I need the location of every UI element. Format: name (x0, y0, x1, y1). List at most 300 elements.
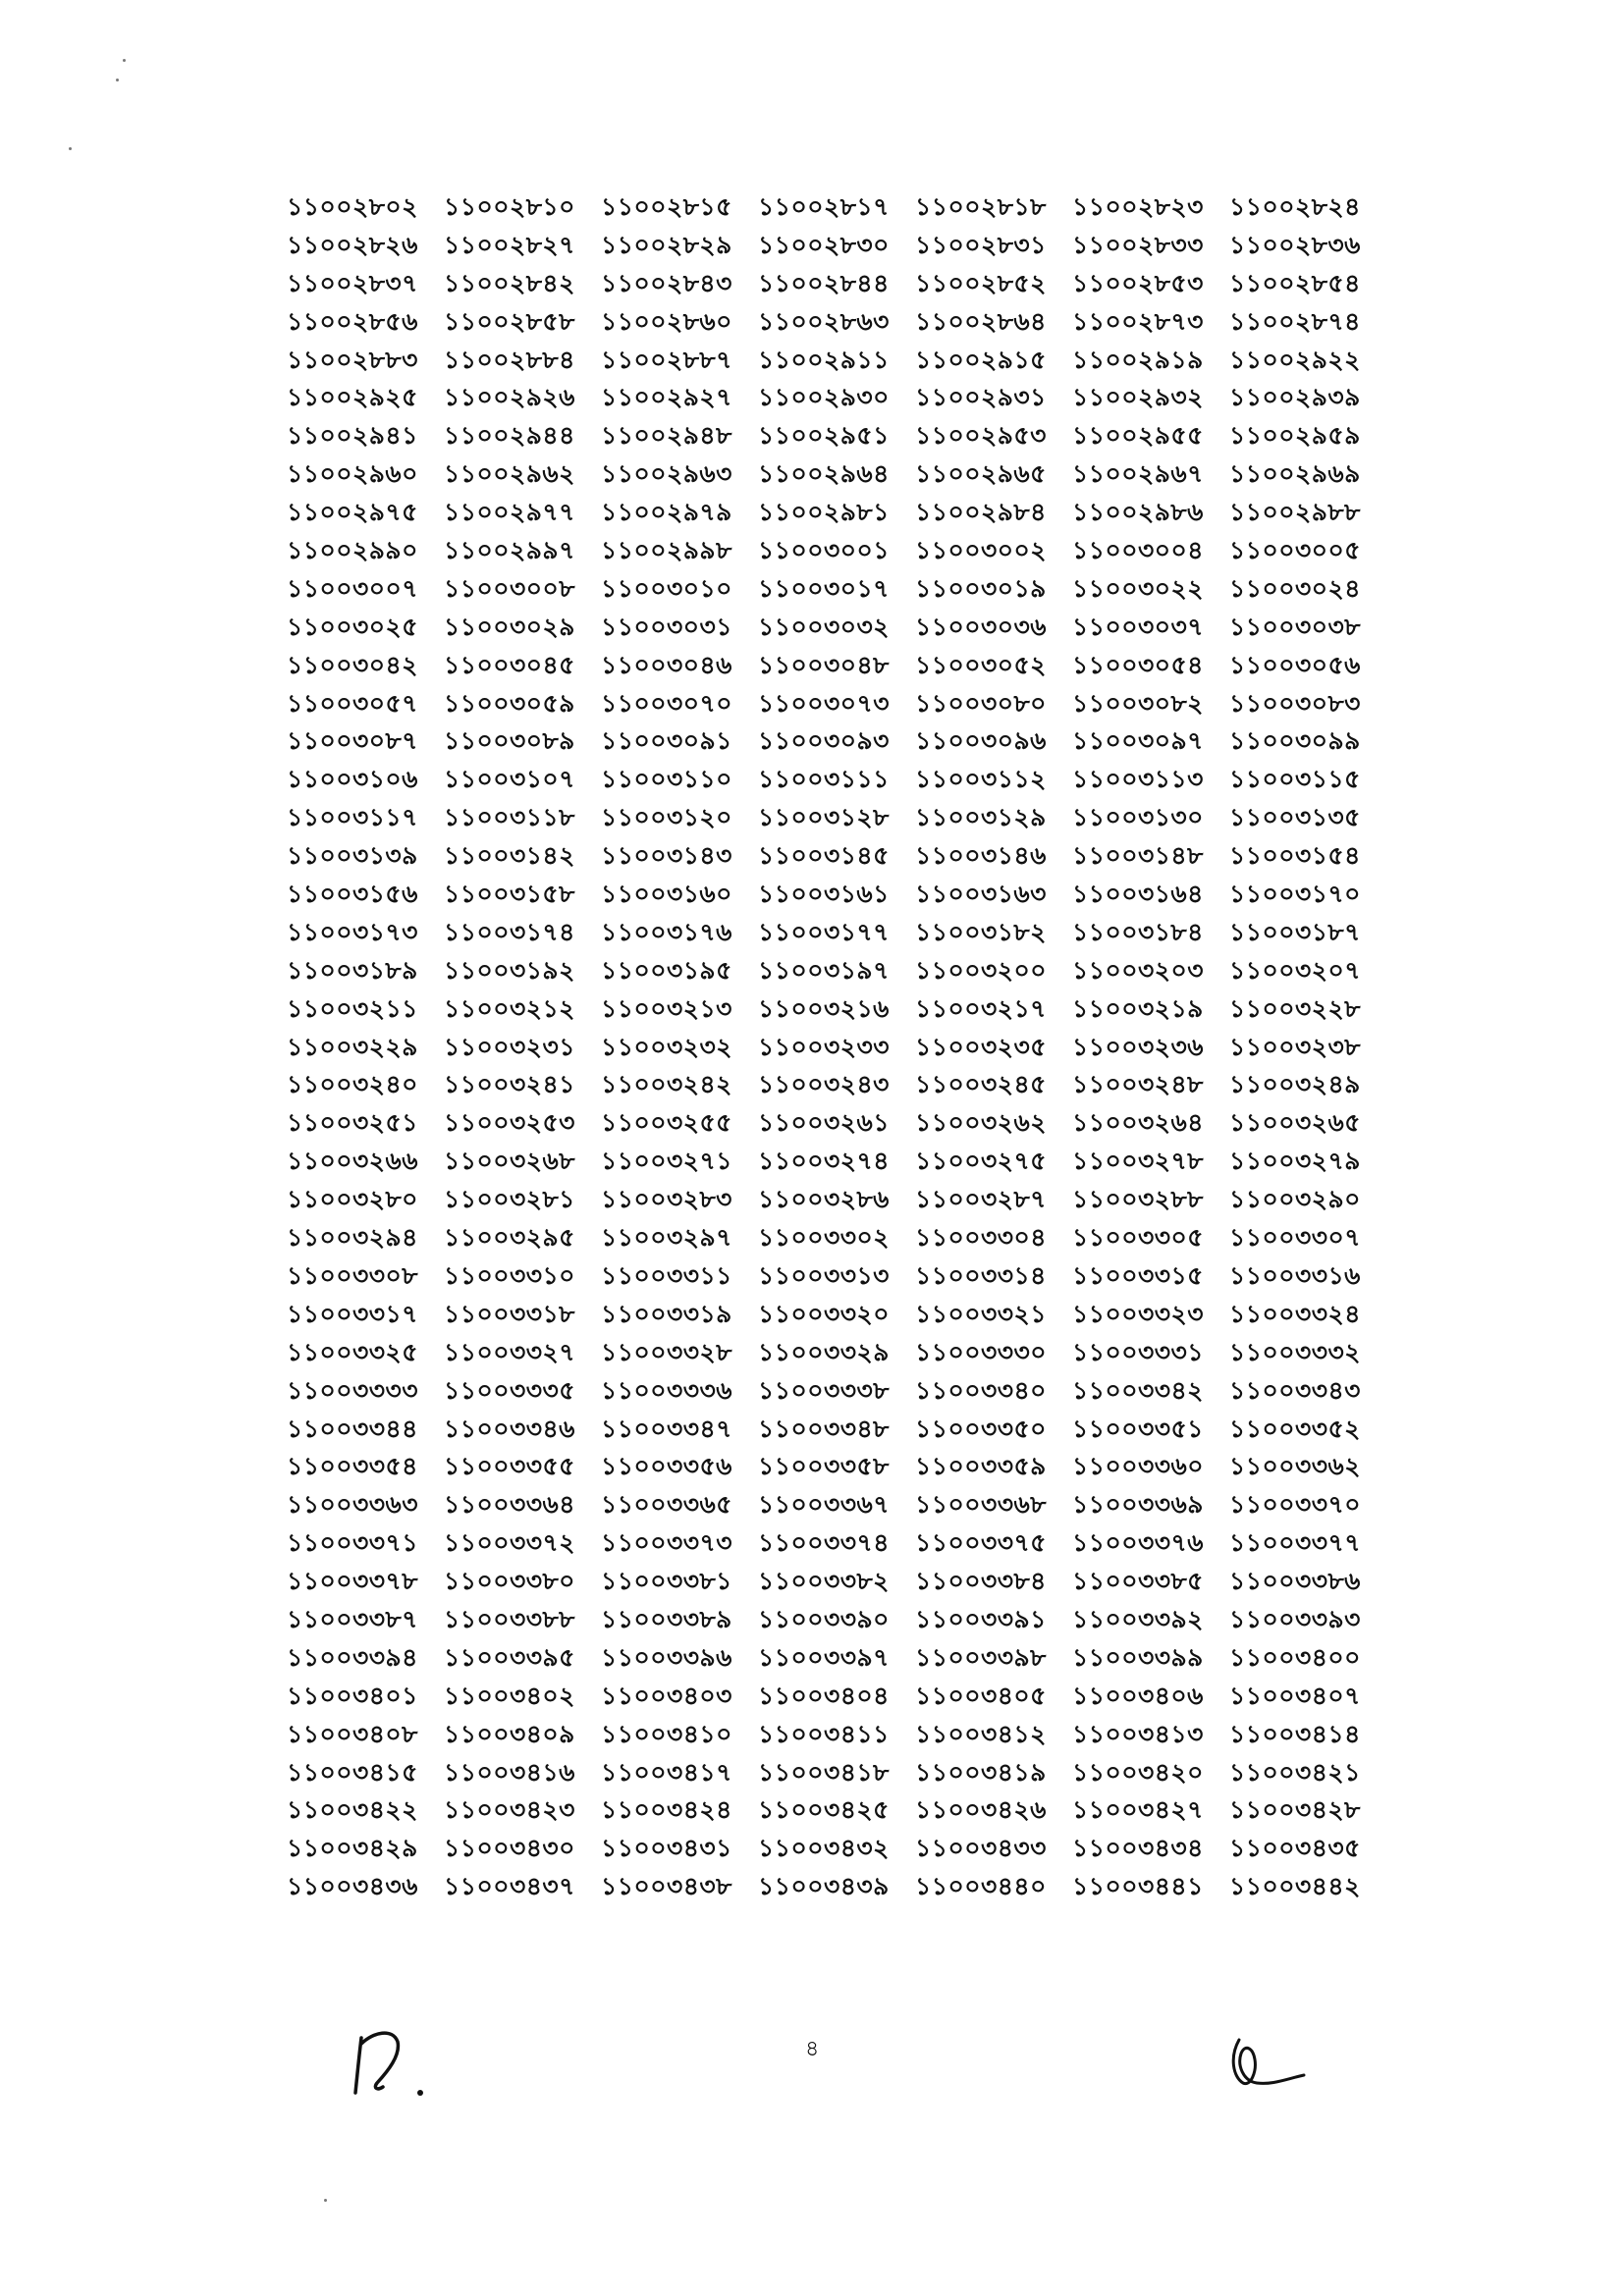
roll-number: ১১০০৩৪২০ (1072, 1757, 1204, 1787)
roll-number: ১১০০২৯৭৫ (287, 498, 418, 527)
signature-right (1227, 2032, 1316, 2110)
roll-number: ১১০০৩১০৭ (444, 765, 575, 794)
roll-number: ১১০০৩২৭৯ (1229, 1147, 1361, 1176)
roll-number: ১১০০৩১৬৪ (1072, 880, 1204, 909)
roll-number: ১১০০৩২৬৫ (1229, 1108, 1361, 1138)
roll-number: ১১০০২৮২৬ (287, 230, 418, 259)
roll-number: ১১০০৩৪৩০ (444, 1834, 575, 1863)
roll-number: ১১০০৩২৬৪ (1072, 1108, 1204, 1138)
roll-number: ১১০০৩১৩০ (1072, 803, 1204, 832)
roll-number: ১১০০৩৩১১ (601, 1260, 732, 1290)
roll-number: ১১০০৩০৮৭ (287, 726, 418, 756)
roll-number: ১১০০৩১১৮ (444, 803, 575, 832)
scan-speck (324, 2199, 327, 2202)
roll-number: ১১০০৩০০৫ (1229, 536, 1361, 565)
roll-number: ১১০০৩০৪৫ (444, 650, 575, 679)
roll-number: ১১০০৩৩৮২ (758, 1567, 890, 1596)
roll-number: ১১০০৩৩৬৩ (287, 1490, 418, 1520)
roll-number: ১১০০৩০০১ (758, 536, 890, 565)
roll-number: ১১০০৩৪১১ (758, 1719, 890, 1748)
roll-number: ১১০০৩৪১৪ (1229, 1719, 1361, 1748)
roll-number: ১১০০৩৩৫৫ (444, 1452, 575, 1481)
roll-number: ১১০০৩৩৫৪ (287, 1452, 418, 1481)
roll-number: ১১০০৩২৫৩ (444, 1108, 575, 1138)
roll-number: ১১০০৩৩৭৮ (287, 1567, 418, 1596)
roll-number: ১১০০৩৩৪৬ (444, 1414, 575, 1443)
roll-number: ১১০০৩০৯১ (601, 726, 732, 756)
roll-number: ১১০০৩০৩৬ (915, 612, 1047, 641)
roll-number: ১১০০৩২৪২ (601, 1070, 732, 1099)
roll-number: ১১০০৩৩২৪ (1229, 1299, 1361, 1328)
roll-number: ১১০০৩১৯৭ (758, 955, 890, 985)
roll-number: ১১০০৩২১৯ (1072, 993, 1204, 1023)
roll-number: ১১০০৩৪১৯ (915, 1757, 1047, 1787)
roll-number: ১১০০৩৪১৬ (444, 1757, 575, 1787)
roll-number: ১১০০৩৩৪২ (1072, 1375, 1204, 1405)
roll-number: ১১০০২৯৭৭ (444, 498, 575, 527)
roll-number: ১১০০৩২৩৫ (915, 1032, 1047, 1061)
roll-number: ১১০০৩৪২২ (287, 1795, 418, 1825)
roll-number: ১১০০২৮৩১ (915, 230, 1047, 259)
roll-number: ১১০০৩৩৩৮ (758, 1375, 890, 1405)
roll-number: ১১০০২৯৮৮ (1229, 498, 1361, 527)
roll-number: ১১০০৩৪০৩ (601, 1681, 732, 1710)
roll-number: ১১০০৩৩৭৪ (758, 1528, 890, 1558)
roll-number: ১১০০৩২১৬ (758, 993, 890, 1023)
roll-number: ১১০০৩৩৬৮ (915, 1490, 1047, 1520)
roll-number: ১১০০৩২১২ (444, 993, 575, 1023)
roll-number: ১১০০৩৪২৮ (1229, 1795, 1361, 1825)
roll-number: ১১০০২৮৫৪ (1229, 268, 1361, 297)
roll-number: ১১০০২৯৩৯ (1229, 383, 1361, 412)
roll-number: ১১০০২৮৪৩ (601, 268, 732, 297)
roll-number: ১১০০৩৩১৪ (915, 1260, 1047, 1290)
roll-number: ১১০০৩১৫৬ (287, 880, 418, 909)
roll-number: ১১০০৩৪০৫ (915, 1681, 1047, 1710)
roll-number: ১১০০২৮৩৩ (1072, 230, 1204, 259)
roll-number: ১১০০৩৩৬২ (1229, 1452, 1361, 1481)
roll-number: ১১০০৩০৩২ (758, 612, 890, 641)
roll-number: ১১০০৩৩৬০ (1072, 1452, 1204, 1481)
roll-number: ১১০০৩৪১৭ (601, 1757, 732, 1787)
roll-number: ১১০০৩৩৬৯ (1072, 1490, 1204, 1520)
roll-number: ১১০০৩৩২১ (915, 1299, 1047, 1328)
roll-number: ১১০০৩৩৩২ (1229, 1337, 1361, 1366)
roll-number: ১১০০২৮৭৪ (1229, 306, 1361, 336)
roll-number: ১১০০২৯১৫ (915, 345, 1047, 374)
roll-number: ১১০০২৯৩০ (758, 383, 890, 412)
roll-number: ১১০০৩০১৯ (915, 573, 1047, 603)
roll-number: ১১০০৩০০৮ (444, 573, 575, 603)
roll-number: ১১০০৩৩৫০ (915, 1414, 1047, 1443)
roll-number: ১১০০৩০৮৩ (1229, 688, 1361, 718)
roll-number: ১১০০২৮৪৪ (758, 268, 890, 297)
roll-number: ১১০০৩৩৪০ (915, 1375, 1047, 1405)
roll-number: ১১০০৩৩১৯ (601, 1299, 732, 1328)
roll-number: ১১০০৩৩২০ (758, 1299, 890, 1328)
roll-number: ১১০০৩০১০ (601, 573, 732, 603)
roll-number: ১১০০২৯৬৩ (601, 459, 732, 489)
roll-number: ১১০০৩০২৯ (444, 612, 575, 641)
roll-number: ১১০০৩২৯৭ (601, 1223, 732, 1253)
roll-number: ১১০০৩২৮১ (444, 1185, 575, 1214)
roll-number: ১১০০৩৩৯০ (758, 1604, 890, 1633)
roll-number: ১১০০২৮১৮ (915, 192, 1047, 221)
roll-number: ১১০০৩২৯৫ (444, 1223, 575, 1253)
roll-number: ১১০০২৮৮৩ (287, 345, 418, 374)
roll-number: ১১০০২৮১৫ (601, 192, 732, 221)
roll-number: ১১০০৩১৭৭ (758, 917, 890, 946)
roll-number: ১১০০৩০৪২ (287, 650, 418, 679)
roll-number: ১১০০৩২৬১ (758, 1108, 890, 1138)
roll-number: ১১০০২৯২৭ (601, 383, 732, 412)
roll-number: ১১০০৩৩৫৮ (758, 1452, 890, 1481)
roll-number: ১১০০৩৩১৩ (758, 1260, 890, 1290)
roll-number: ১১০০৩১৮৪ (1072, 917, 1204, 946)
roll-number: ১১০০৩০১৭ (758, 573, 890, 603)
roll-number: ১১০০৩৪০০ (1229, 1642, 1361, 1672)
roll-number: ১১০০৩৩০৫ (1072, 1223, 1204, 1253)
roll-number: ১১০০৩২৫১ (287, 1108, 418, 1138)
roll-number: ১১০০২৯৫৫ (1072, 421, 1204, 451)
roll-number: ১১০০২৮৩৭ (287, 268, 418, 297)
roll-number: ১১০০৩২৭৪ (758, 1147, 890, 1176)
roll-number: ১১০০৩১৪৩ (601, 841, 732, 871)
roll-number: ১১০০২৮৮৭ (601, 345, 732, 374)
roll-number: ১১০০২৯৯০ (287, 536, 418, 565)
roll-number: ১১০০৩৪৪০ (915, 1872, 1047, 1901)
roll-number: ১১০০২৯৫৩ (915, 421, 1047, 451)
roll-number: ১১০০২৯৬৯ (1229, 459, 1361, 489)
roll-number: ১১০০৩১২৯ (915, 803, 1047, 832)
roll-number: ১১০০৩৩২৭ (444, 1337, 575, 1366)
roll-number: ১১০০২৯৮৪ (915, 498, 1047, 527)
roll-number: ১১০০৩৪৩৮ (601, 1872, 732, 1901)
roll-number: ১১০০২৮৭৩ (1072, 306, 1204, 336)
roll-number: ১১০০৩৩৭১ (287, 1528, 418, 1558)
roll-number: ১১০০৩৪২৫ (758, 1795, 890, 1825)
roll-number: ১১০০৩০৭০ (601, 688, 732, 718)
roll-number: ১১০০৩০৯৬ (915, 726, 1047, 756)
roll-number: ১১০০৩২৫৫ (601, 1108, 732, 1138)
roll-number-grid (287, 188, 1361, 1906)
roll-number: ১১০০৩০৩৭ (1072, 612, 1204, 641)
roll-number: ১১০০৩৩৮৫ (1072, 1567, 1204, 1596)
roll-number: ১১০০৩৩৭৬ (1072, 1528, 1204, 1558)
roll-number: ১১০০২৯৬৭ (1072, 459, 1204, 489)
roll-number: ১১০০৩৪৩৬ (287, 1872, 418, 1901)
roll-number: ১১০০৩৪১৮ (758, 1757, 890, 1787)
roll-number: ১১০০৩৪৩১ (601, 1834, 732, 1863)
roll-number: ১১০০৩১৭৩ (287, 917, 418, 946)
roll-number: ১১০০৩৪৩৪ (1072, 1834, 1204, 1863)
roll-number: ১১০০৩৩৫১ (1072, 1414, 1204, 1443)
roll-number: ১১০০৩৩৪৩ (1229, 1375, 1361, 1405)
roll-number: ১১০০৩৩৬৪ (444, 1490, 575, 1520)
roll-number: ১১০০৩৩৯৩ (1229, 1604, 1361, 1633)
roll-number: ১১০০২৯৮৬ (1072, 498, 1204, 527)
roll-number: ১১০০২৮৫৮ (444, 306, 575, 336)
roll-number: ১১০০৩২১৭ (915, 993, 1047, 1023)
roll-number: ১১০০৩১৮২ (915, 917, 1047, 946)
roll-number: ১১০০৩০৫৯ (444, 688, 575, 718)
roll-number: ১১০০৩৪২৭ (1072, 1795, 1204, 1825)
roll-number: ১১০০৩২০৭ (1229, 955, 1361, 985)
roll-number: ১১০০২৯৬২ (444, 459, 575, 489)
roll-number: ১১০০৩৩৪৮ (758, 1414, 890, 1443)
roll-number: ১১০০৩২৬২ (915, 1108, 1047, 1138)
roll-number: ১১০০৩৩৯২ (1072, 1604, 1204, 1633)
roll-number: ১১০০৩৪৩২ (758, 1834, 890, 1863)
roll-number: ১১০০২৯৭৯ (601, 498, 732, 527)
roll-number: ১১০০৩০২৪ (1229, 573, 1361, 603)
roll-number: ১১০০৩৩৯৯ (1072, 1642, 1204, 1672)
roll-number: ১১০০২৮৩৬ (1229, 230, 1361, 259)
roll-number: ১১০০২৯৬৫ (915, 459, 1047, 489)
roll-number: ১১০০৩০০৪ (1072, 536, 1204, 565)
roll-number: ১১০০৩৩৩৬ (601, 1375, 732, 1405)
roll-number: ১১০০৩৩১০ (444, 1260, 575, 1290)
roll-number: ১১০০৩৪২৬ (915, 1795, 1047, 1825)
roll-number: ১১০০২৯১১ (758, 345, 890, 374)
roll-number: ১১০০৩৩১৬ (1229, 1260, 1361, 1290)
roll-number: ১১০০৩৩৭৩ (601, 1528, 732, 1558)
roll-number: ১১০০২৯৬০ (287, 459, 418, 489)
roll-number: ১১০০৩২০৩ (1072, 955, 1204, 985)
roll-number: ১১০০৩১১৫ (1229, 765, 1361, 794)
roll-number: ১১০০৩৩৮১ (601, 1567, 732, 1596)
roll-number: ১১০০৩৩৩১ (1072, 1337, 1204, 1366)
roll-number: ১১০০৩০৮৯ (444, 726, 575, 756)
roll-number: ১১০০৩২১৩ (601, 993, 732, 1023)
roll-number: ১১০০৩৪২৯ (287, 1834, 418, 1863)
roll-number: ১১০০৩১৮৯ (287, 955, 418, 985)
roll-number: ১১০০৩৪২৪ (601, 1795, 732, 1825)
roll-number: ১১০০৩০৩৮ (1229, 612, 1361, 641)
roll-number: ১১০০২৮৫৩ (1072, 268, 1204, 297)
roll-number: ১১০০৩৩৬৫ (601, 1490, 732, 1520)
roll-number: ১১০০২৮২৯ (601, 230, 732, 259)
roll-number: ১১০০৩৩৯৪ (287, 1642, 418, 1672)
roll-number: ১১০০৩৩৮৪ (915, 1567, 1047, 1596)
roll-number: ১১০০৩৩৮৮ (444, 1604, 575, 1633)
roll-number: ১১০০৩২৩১ (444, 1032, 575, 1061)
roll-number: ১১০০৩৩২৩ (1072, 1299, 1204, 1328)
roll-number: ১১০০৩৪৪১ (1072, 1872, 1204, 1901)
roll-number: ১১০০৩৪১২ (915, 1719, 1047, 1748)
roll-number: ১১০০৩২৮৩ (601, 1185, 732, 1214)
roll-number: ১১০০৩২৮০ (287, 1185, 418, 1214)
roll-number: ১১০০৩১৪৫ (758, 841, 890, 871)
roll-number: ১১০০৩১৬৩ (915, 880, 1047, 909)
roll-number: ১১০০৩৩৯৬ (601, 1642, 732, 1672)
roll-number: ১১০০২৮৮৪ (444, 345, 575, 374)
roll-number: ১১০০৩১৫৮ (444, 880, 575, 909)
roll-number: ১১০০৩৩৭৭ (1229, 1528, 1361, 1558)
roll-number: ১১০০৩০২২ (1072, 573, 1204, 603)
roll-number: ১১০০৩৩৬৭ (758, 1490, 890, 1520)
roll-number: ১১০০২৮২৪ (1229, 192, 1361, 221)
roll-number: ১১০০৩৪২১ (1229, 1757, 1361, 1787)
roll-number: ১১০০২৮৫৬ (287, 306, 418, 336)
roll-number: ১১০০৩১৪৬ (915, 841, 1047, 871)
roll-number: ১১০০৩০২৫ (287, 612, 418, 641)
roll-number: ১১০০৩৩৮০ (444, 1567, 575, 1596)
roll-number: ১১০০৩৪০১ (287, 1681, 418, 1710)
roll-number: ১১০০২৯৯৭ (444, 536, 575, 565)
roll-number: ১১০০৩৩৮৬ (1229, 1567, 1361, 1596)
roll-number: ১১০০৩৩৫৯ (915, 1452, 1047, 1481)
roll-number: ১১০০২৯৫১ (758, 421, 890, 451)
roll-number: ১১০০৩৩৩৫ (444, 1375, 575, 1405)
roll-number: ১১০০৩২৭১ (601, 1147, 732, 1176)
roll-number: ১১০০২৮৬৪ (915, 306, 1047, 336)
roll-number: ১১০০৩০৫৭ (287, 688, 418, 718)
roll-number: ১১০০২৯২২ (1229, 345, 1361, 374)
roll-number: ১১০০২৮৫২ (915, 268, 1047, 297)
roll-number: ১১০০৩১৪৮ (1072, 841, 1204, 871)
roll-number: ১১০০৩৩০৮ (287, 1260, 418, 1290)
roll-number: ১১০০৩৩৭৫ (915, 1528, 1047, 1558)
roll-number: ১১০০৩১৮৭ (1229, 917, 1361, 946)
scan-speck (69, 147, 72, 150)
roll-number: ১১০০৩১২৮ (758, 803, 890, 832)
scan-speck (123, 59, 126, 62)
roll-number: ১১০০৩২২৯ (287, 1032, 418, 1061)
roll-number: ১১০০২৯৮১ (758, 498, 890, 527)
roll-number: ১১০০৩২৪১ (444, 1070, 575, 1099)
roll-number: ১১০০৩০৫২ (915, 650, 1047, 679)
roll-number: ১১০০৩২৪৫ (915, 1070, 1047, 1099)
roll-number: ১১০০৩২০০ (915, 955, 1047, 985)
roll-number: ১১০০৩৪২৩ (444, 1795, 575, 1825)
roll-number: ১১০০৩৩৯১ (915, 1604, 1047, 1633)
roll-number: ১১০০৩২৮৮ (1072, 1185, 1204, 1214)
roll-number: ১১০০২৮২৭ (444, 230, 575, 259)
roll-number: ১১০০২৯৪৪ (444, 421, 575, 451)
roll-number: ১১০০৩৩৪৭ (601, 1414, 732, 1443)
roll-number: ১১০০২৮৩০ (758, 230, 890, 259)
roll-number: ১১০০৩২১১ (287, 993, 418, 1023)
roll-number: ১১০০৩০৫৪ (1072, 650, 1204, 679)
roll-number: ১১০০২৯২৫ (287, 383, 418, 412)
roll-number: ১১০০৩০০৭ (287, 573, 418, 603)
roll-number: ১১০০৩৩৯৭ (758, 1642, 890, 1672)
roll-number: ১১০০৩০৭৩ (758, 688, 890, 718)
roll-number: ১১০০৩১১১ (758, 765, 890, 794)
roll-number: ১১০০৩৩০৭ (1229, 1223, 1361, 1253)
roll-number: ১১০০৩৪৩৯ (758, 1872, 890, 1901)
roll-number: ১১০০৩৪১৫ (287, 1757, 418, 1787)
roll-number: ১১০০৩৪৩৫ (1229, 1834, 1361, 1863)
roll-number: ১১০০৩১১০ (601, 765, 732, 794)
roll-number: ১১০০৩২৪০ (287, 1070, 418, 1099)
roll-number: ১১০০৩২৭৮ (1072, 1147, 1204, 1176)
roll-number: ১১০০৩৩৭২ (444, 1528, 575, 1558)
roll-number: ১১০০২৯১৯ (1072, 345, 1204, 374)
roll-number: ১১০০৩৪১৩ (1072, 1719, 1204, 1748)
roll-number: ১১০০২৯৬৪ (758, 459, 890, 489)
scan-speck (116, 79, 119, 81)
roll-number: ১১০০৩৩৩০ (915, 1337, 1047, 1366)
roll-number: ১১০০৩০৯৩ (758, 726, 890, 756)
roll-number: ১১০০৩১৬১ (758, 880, 890, 909)
roll-number: ১১০০৩৩৯৫ (444, 1642, 575, 1672)
roll-number: ১১০০৩১৫৪ (1229, 841, 1361, 871)
roll-number: ১১০০৩২৩৮ (1229, 1032, 1361, 1061)
signature-left (344, 2022, 452, 2110)
roll-number: ১১০০৩১৯২ (444, 955, 575, 985)
roll-number: ১১০০৩৪০৯ (444, 1719, 575, 1748)
roll-number: ১১০০৩০০২ (915, 536, 1047, 565)
roll-number: ১১০০৩১৬০ (601, 880, 732, 909)
roll-number: ১১০০৩৩৮৯ (601, 1604, 732, 1633)
roll-number: ১১০০৩৪৩৩ (915, 1834, 1047, 1863)
roll-number: ১১০০২৮২৩ (1072, 192, 1204, 221)
roll-number: ১১০০৩০৫৬ (1229, 650, 1361, 679)
roll-number: ১১০০৩৩৯৮ (915, 1642, 1047, 1672)
roll-number: ১১০০৩১০৬ (287, 765, 418, 794)
roll-number: ১১০০৩৪০৪ (758, 1681, 890, 1710)
roll-number: ১১০০৩০৪৮ (758, 650, 890, 679)
roll-number: ১১০০৩২৬৮ (444, 1147, 575, 1176)
roll-number: ১১০০৩৪০৮ (287, 1719, 418, 1748)
roll-number: ১১০০২৯৯৮ (601, 536, 732, 565)
roll-number: ১১০০২৯৩১ (915, 383, 1047, 412)
roll-number: ১১০০৩২৮৬ (758, 1185, 890, 1214)
roll-number: ১১০০২৮৬৩ (758, 306, 890, 336)
roll-number: ১১০০২৯৪১ (287, 421, 418, 451)
roll-number: ১১০০৩৩১৫ (1072, 1260, 1204, 1290)
roll-number: ১১০০২৯৫৯ (1229, 421, 1361, 451)
roll-number: ১১০০২৮১০ (444, 192, 575, 221)
roll-number: ১১০০৩৪০২ (444, 1681, 575, 1710)
roll-number: ১১০০৩২৭৫ (915, 1147, 1047, 1176)
roll-number: ১১০০৩৩২৫ (287, 1337, 418, 1366)
roll-number: ১১০০৩২৯০ (1229, 1185, 1361, 1214)
roll-number: ১১০০৩২৩৩ (758, 1032, 890, 1061)
roll-number: ১১০০৩৩২৮ (601, 1337, 732, 1366)
roll-number: ১১০০৩৩৫৬ (601, 1452, 732, 1481)
roll-number: ১১০০৩৪৪২ (1229, 1872, 1361, 1901)
roll-number: ১১০০৩০৮০ (915, 688, 1047, 718)
roll-number: ১১০০৩১৭০ (1229, 880, 1361, 909)
roll-number: ১১০০৩১১২ (915, 765, 1047, 794)
roll-number: ১১০০৩১৪২ (444, 841, 575, 871)
roll-number: ১১০০২৮৪২ (444, 268, 575, 297)
roll-number: ১১০০৩১৯৫ (601, 955, 732, 985)
roll-number: ১১০০৩৩৪৪ (287, 1414, 418, 1443)
roll-number: ১১০০৩৩৫২ (1229, 1414, 1361, 1443)
roll-number: ১১০০২৮১৭ (758, 192, 890, 221)
roll-number: ১১০০৩৪০৬ (1072, 1681, 1204, 1710)
roll-number: ১১০০৩১১৩ (1072, 765, 1204, 794)
roll-number: ১১০০৩২৪৯ (1229, 1070, 1361, 1099)
roll-number: ১১০০৩২৩২ (601, 1032, 732, 1061)
roll-number: ১১০০৩৩১৭ (287, 1299, 418, 1328)
roll-number: ১১০০৩৩২৯ (758, 1337, 890, 1366)
roll-number: ১১০০৩৩০৪ (915, 1223, 1047, 1253)
roll-number: ১১০০৩২৬৬ (287, 1147, 418, 1176)
roll-number: ১১০০৩১৭৪ (444, 917, 575, 946)
roll-number: ১১০০৩২৩৬ (1072, 1032, 1204, 1061)
roll-number: ১১০০৩০৮২ (1072, 688, 1204, 718)
roll-number: ১১০০৩০৩১ (601, 612, 732, 641)
roll-number: ১১০০৩৪৩৭ (444, 1872, 575, 1901)
roll-number: ১১০০৩৩৭০ (1229, 1490, 1361, 1520)
roll-number: ১১০০২৯২৬ (444, 383, 575, 412)
roll-number: ১১০০৩১৭৬ (601, 917, 732, 946)
